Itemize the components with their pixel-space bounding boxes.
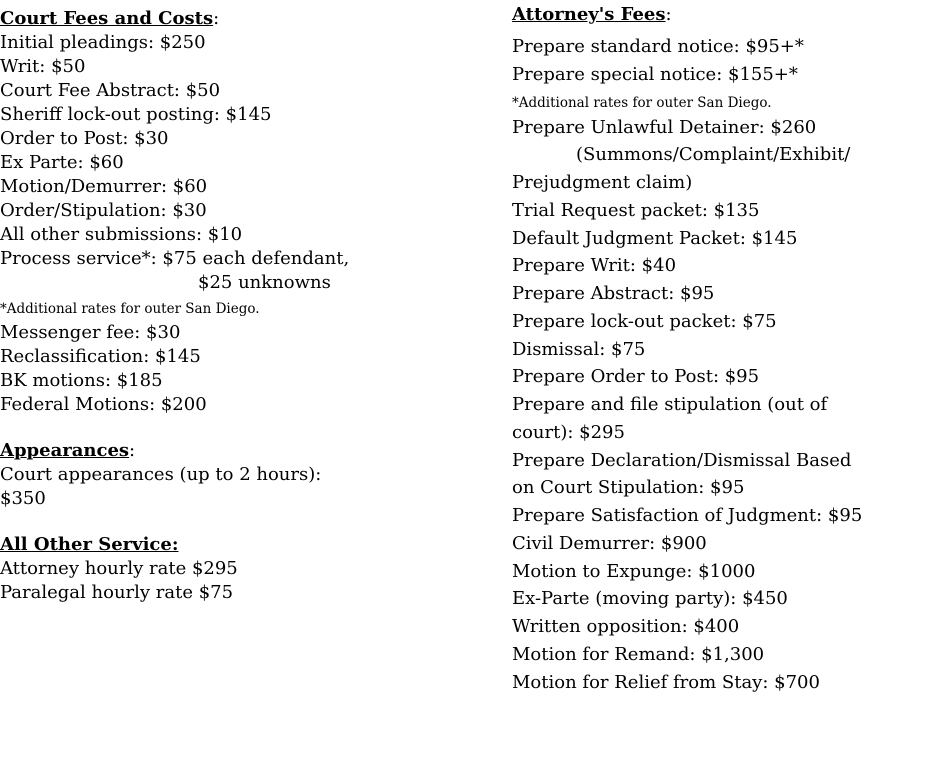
fee-line: Writ: $50 [0, 56, 86, 77]
fee-line: Sheriff lock-out posting: $145 [0, 104, 272, 125]
fee-line: Ex Parte: $60 [0, 152, 124, 173]
fee-line: Prejudgment claim) [512, 172, 693, 193]
fee-line: Prepare Satisfaction of Judgment: $95 [512, 505, 863, 526]
fee-line: Prepare lock-out packet: $75 [512, 311, 777, 332]
fee-line: $350 [0, 488, 46, 509]
fee-line: All other submissions: $10 [0, 224, 243, 245]
footnote: *Additional rates for outer San Diego. [0, 301, 260, 317]
fee-line: Civil Demurrer: $900 [512, 533, 707, 554]
fee-line: on Court Stipulation: $95 [512, 477, 745, 498]
other-service-heading [0, 533, 178, 557]
fee-line: Prepare Writ: $40 [512, 255, 677, 276]
fee-line: Prepare and file stipulation (out of [512, 394, 828, 415]
other-service-heading-text: All Other Service: [0, 534, 179, 555]
fee-line: Prepare Unlawful Detainer: $260 [512, 117, 817, 138]
fee-line: Attorney hourly rate $295 [0, 558, 238, 579]
appearances-heading [0, 439, 135, 463]
fee-line: Court appearances (up to 2 hours): [0, 464, 322, 485]
fee-line: Ex-Parte (moving party): $450 [512, 588, 788, 609]
fee-line: court): $295 [512, 422, 625, 443]
fee-line: Dismissal: $75 [512, 339, 646, 360]
fee-line: Written opposition: $400 [512, 616, 740, 637]
fee-line: BK motions: $185 [0, 370, 163, 391]
fee-line: Trial Request packet: $135 [512, 200, 760, 221]
fee-line: Federal Motions: $200 [0, 394, 207, 415]
court-fees-heading-colon: : [213, 8, 220, 29]
fee-line: Motion for Remand: $1,300 [512, 644, 765, 665]
fee-line: Prepare Declaration/Dismissal Based [512, 450, 852, 471]
fee-line: Prepare standard notice: $95+* [512, 36, 804, 57]
appearances-heading-text: Appearances [0, 440, 130, 461]
fee-line: Order to Post: $30 [0, 128, 169, 149]
fee-line: Messenger fee: $30 [0, 322, 181, 343]
attorney-fees-heading [512, 3, 672, 27]
fee-line: Order/Stipulation: $30 [0, 200, 207, 221]
fee-line: Motion to Expunge: $1000 [512, 561, 756, 582]
appearances-heading-colon: : [129, 440, 136, 461]
fee-line: Prepare Order to Post: $95 [512, 366, 760, 387]
court-fees-heading-text: Court Fees and Costs [0, 8, 214, 29]
attorney-fees-heading-colon: : [665, 4, 672, 25]
fee-line: Initial pleadings: $250 [0, 32, 206, 53]
fee-line: Reclassification: $145 [0, 346, 201, 367]
fee-line-continuation: (Summons/Complaint/Exhibit/ [576, 144, 851, 165]
fee-line: Paralegal hourly rate $75 [0, 582, 234, 603]
fee-line: Court Fee Abstract: $50 [0, 80, 221, 101]
fee-line: Process service*: $75 each defendant, [0, 248, 350, 269]
court-fees-heading [0, 7, 219, 31]
fee-line: Default Judgment Packet: $145 [512, 228, 798, 249]
fee-line: Prepare Abstract: $95 [512, 283, 715, 304]
footnote: *Additional rates for outer San Diego. [512, 95, 772, 111]
fee-line: Motion for Relief from Stay: $700 [512, 672, 820, 693]
fee-line: Prepare special notice: $155+* [512, 64, 798, 85]
attorney-fees-heading-text: Attorney's Fees [512, 4, 666, 25]
fee-line-continuation: $25 unknowns [198, 272, 331, 293]
fee-line: Motion/Demurrer: $60 [0, 176, 208, 197]
